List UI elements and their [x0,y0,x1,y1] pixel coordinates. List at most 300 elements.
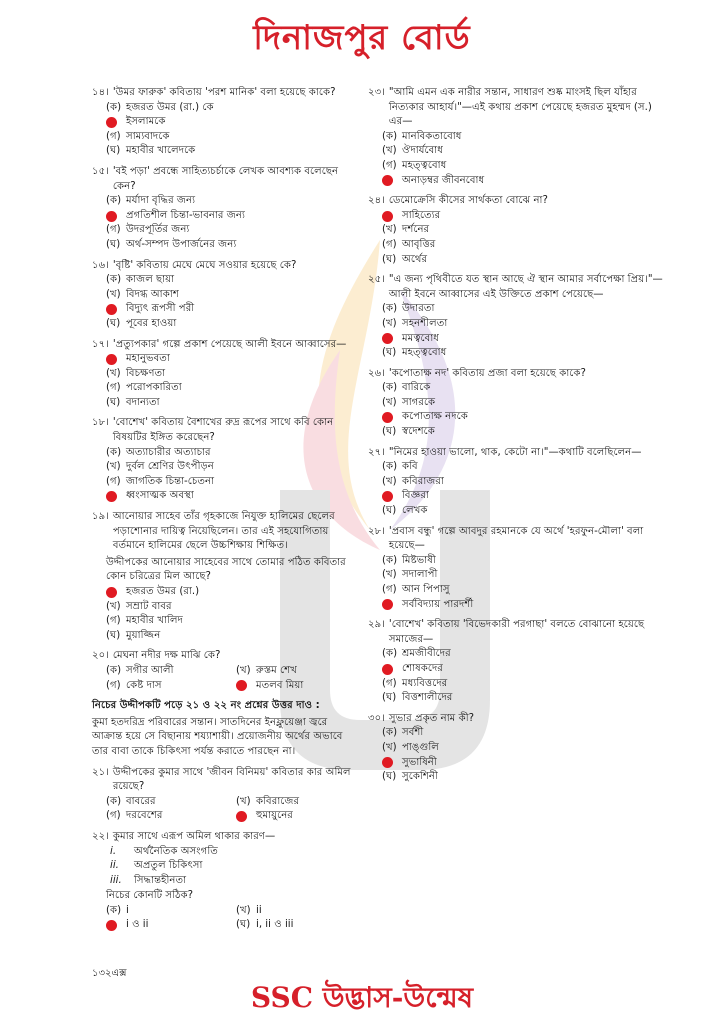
question-text: ডেমোক্রেসি কীসের সার্থকতা বোঝে না? [388,195,548,207]
answer-option[interactable] [382,144,664,159]
answer-option[interactable] [382,568,664,583]
roman-statements [110,845,360,889]
option-label: (ঘ) [106,238,121,250]
answer-option[interactable] [382,554,664,569]
option-text: অনাড়ম্বর জীবনবোধ [402,174,485,186]
option-text: কেষ্ট দাস [126,679,162,691]
answer-option[interactable] [382,598,664,613]
answer-option[interactable] [382,475,664,490]
answer-option[interactable] [382,425,664,440]
question-item [92,766,360,824]
answer-option[interactable] [382,460,664,475]
option-text: মহাবীর খালিদ [126,615,183,627]
option-text: মমত্ববোধ [402,332,439,344]
option-text: বিদ্যুৎ রূপসী পরী [126,303,195,315]
answer-option[interactable] [382,647,664,662]
option-label: (খ) [382,145,397,157]
question-item [92,165,360,253]
option-text: প্রগতিশীল চিন্তা-ভাবনার জন্য [126,209,245,221]
question-subtext: উদ্দীপকের আনোয়ার সাহেবের সাথে তোমার পঠিত কবিতার কোন চরিত্রের মিল আছে? [106,556,346,583]
option-label: (খ) [106,461,121,473]
selected-answer-dot [382,757,393,768]
option-text: সম্রাট বাবর [126,600,172,612]
option-text: মর্যাদা বৃদ্ধির জন্য [126,195,196,207]
question-text: 'কপোতাক্ষ নদ' কবিতায় প্রজা বলা হয়েছে কাকে? [388,367,586,379]
option-text: লেখক [402,505,428,517]
question-text: কুমার সাথে এরূপ অমিল থাকার কারণ— [112,830,276,842]
option-label: (ক) [106,664,122,676]
option-label: (ঘ) [106,145,121,157]
option-text: ধ্বংসাত্মক অবস্থা [126,490,194,502]
question-number: ২৯। [368,619,385,631]
answer-option[interactable] [382,677,664,692]
options-list [382,726,664,784]
option-text: দর্শনের [402,224,430,236]
option-text: দরবেশের [126,810,163,822]
answer-option[interactable] [106,238,360,253]
selected-answer-dot [106,920,117,931]
option-text: সাম্যবাদকে [126,130,170,142]
question-text: মেঘনা নদীর দক্ষ মাঝি কে? [112,650,221,662]
answer-option[interactable] [106,396,360,411]
answer-option[interactable] [382,159,664,174]
question-ask: নিচের কোনটি সঠিক? [106,890,194,902]
option-label: (খ) [236,664,251,676]
option-label: (ক) [106,904,122,916]
option-label: (ঘ) [382,426,397,438]
option-text: সুকেশিনী [402,771,438,783]
answer-option[interactable] [382,504,664,519]
option-text: কবি [402,461,418,473]
selected-answer-dot [106,491,117,502]
question-stem [368,194,664,209]
answer-option[interactable] [382,770,664,785]
options-list [106,585,360,643]
option-label: (ক) [382,461,398,473]
option-text: শোষকদের [402,662,443,674]
selected-answer-dot [382,491,393,502]
answer-option[interactable] [106,679,230,694]
option-label: (খ) [106,367,121,379]
option-label: (গ) [382,584,397,595]
question-number: ১৭। [92,338,109,350]
selected-answer-dot [106,117,117,128]
option-text: বিত্তশালীদের [402,692,453,704]
answer-option[interactable] [106,381,360,396]
option-label: (গ) [382,159,397,171]
question-number: ৩০। [368,712,385,724]
answer-option[interactable] [106,475,360,490]
question-number: ২২। [92,830,109,842]
question-item [368,525,664,613]
question-item [92,830,360,933]
option-label: (গ) [106,382,121,394]
option-label: (খ) [236,795,251,807]
option-label: (ঘ) [382,347,397,359]
option-label: (ক) [382,382,398,394]
selected-answer-dot [106,304,117,315]
answer-option[interactable] [382,332,664,347]
option-text: বাবরের [126,795,156,807]
selected-answer-dot [382,175,393,186]
question-text: "এ জন্য পৃথিবীতে যত স্থান আছে ঐ স্থান আমার সর্বাপেক্ষা প্রিয়।"—আলী ইবনে আব্বাসের এই উক্তিতে প্রকাশ পেয়েছে— [388,274,663,300]
option-text: মহানুভবতা [126,353,170,365]
option-text: মুয়াজ্জিন [126,629,161,641]
option-text: i, ii ও iii [256,919,294,931]
option-label: (ক) [382,727,398,739]
answer-option[interactable] [382,726,664,741]
option-text: হুমায়ুনের [256,810,293,822]
question-item [368,618,664,706]
option-text: উদারতা [402,303,435,315]
question-number: ১৪। [92,87,109,98]
roman-statement [110,874,360,889]
question-number: ২০। [92,650,109,662]
question-stem [92,338,360,353]
option-text: মহত্ত্ববোধ [402,159,447,171]
question-item [368,712,664,785]
answer-option[interactable] [382,209,664,224]
passage-text: কুমা হতদরিদ্র পরিবারের সন্তান। সাতদিনের ইনফ্লুয়েঞ্জা জ্বরে আক্রান্ত হয়ে সে বিছানায় শয্যাশায়ী। প্রয়োজনীয় অর্থের অভাবে তার বাবা তাকে চিকিৎসা পর্যন্ত করাতে পারছেন না। [92,716,343,757]
answer-option[interactable] [382,346,664,361]
passage-instruction: নিচের উদ্দীপকটি পড়ে ২১ ও ২২ নং প্রশ্নের উত্তর দাও : [92,700,320,712]
answer-option[interactable] [236,904,360,919]
question-number: ২৮। [368,525,385,537]
answer-option[interactable] [382,756,664,771]
answer-option[interactable] [382,489,664,504]
answer-option[interactable] [382,130,664,145]
question-stem [368,273,664,302]
options-list [106,795,360,824]
option-label: (ঘ) [382,771,397,783]
option-label: (ঘ) [382,505,397,517]
question-item [92,86,360,159]
option-label: (খ) [236,904,251,916]
roman-numeral: i. [110,845,117,857]
option-text: স্বদেশকে [402,426,435,438]
answer-option[interactable] [106,489,360,504]
answer-option[interactable] [382,253,664,268]
question-stem [368,86,664,130]
option-label: (খ) [382,741,397,753]
option-text: সুভাষিনী [402,756,437,768]
options-list [382,381,664,439]
roman-text: সিদ্ধান্তহীনতা [134,874,187,886]
question-number: ২৭। [368,446,385,458]
option-text: বিজ্ঞরা [402,490,429,502]
answer-option[interactable] [106,288,360,303]
option-label: (গ) [382,677,397,689]
question-stem [92,766,360,795]
roman-text: অর্থনৈতিক অসংগতি [134,845,218,857]
question-text: "আমি এমন এক নারীর সন্তান, সাধারণ শুষ্ক মাংসই ছিল যাঁহার নিত্যকার আহার্য।"—এই কথায় প্রকাশ পেয়েছে হজরত মুহম্মদ (স.) এর— [388,87,652,128]
answer-option[interactable] [106,460,360,475]
options-list [382,302,664,360]
option-text: কাজল ছায়া [126,274,175,286]
question-number: ১৮। [92,417,109,429]
question-text: 'প্রত্যুপকার' গল্পে প্রকাশ পেয়েছে আলী ইবনে আব্বাসের— [112,338,347,350]
answer-option[interactable] [106,273,360,288]
option-text: i ও ii [126,919,149,931]
answer-option[interactable] [382,223,664,238]
option-text: মহত্ত্ববোধ [402,347,447,359]
answer-option[interactable] [236,795,360,810]
question-text: উদ্দীপকের কুমার সাথে 'জীবন বিনিময়' কবিতার কার অমিল রয়েছে? [112,766,351,793]
roman-statement [110,845,360,860]
question-item [92,510,360,643]
answer-option[interactable] [106,302,360,317]
answer-option[interactable] [106,809,230,824]
question-item [368,367,664,440]
answer-option[interactable] [382,381,664,396]
answer-option[interactable] [382,691,664,706]
question-stem [368,446,664,461]
selected-answer-dot [236,680,247,691]
question-number: ১৫। [92,165,109,177]
question-stem [368,618,664,647]
question-stem [368,525,664,554]
option-label: (খ) [382,224,397,236]
selected-answer-dot [106,211,117,222]
answer-option[interactable] [382,238,664,253]
question-number: ১৬। [92,259,109,271]
option-label: (ঘ) [106,396,121,408]
option-text: মহাবীর খালেদকে [126,145,196,157]
option-text: দুর্বল শ্রেণির উৎপীড়ন [126,461,214,473]
left-column [92,86,360,939]
question-item [92,649,360,693]
question-item [92,416,360,504]
option-text: সগীর আলী [126,664,174,676]
answer-option[interactable] [106,367,360,382]
question-text: 'বই পড়া' প্রবন্ধে সাহিত্যচর্চাকে লেখক আবশ্যক বলেছেন কেন? [112,165,339,192]
question-stem [368,367,664,382]
option-label: (গ) [106,224,121,236]
answer-option[interactable] [106,585,360,600]
option-text: বিচক্ষণতা [126,367,166,379]
answer-option[interactable] [106,101,360,116]
roman-numeral: iii. [110,874,122,886]
question-text: 'উমর ফারুক' কবিতায় 'পরশ মানিক' বলা হয়েছে কাকে? [112,87,336,98]
answer-option[interactable] [106,446,360,461]
question-number: ২৬। [368,367,385,379]
option-text: সহনশীলতা [402,317,448,329]
answer-option[interactable] [236,809,360,824]
board-title: দিনাজপুর বোর্ড [253,18,471,58]
answer-option[interactable] [106,629,360,644]
answer-option[interactable] [382,317,664,332]
question-item [92,338,360,411]
answer-option[interactable] [382,174,664,189]
options-list [106,446,360,504]
question-stem [368,712,664,727]
answer-option[interactable] [106,918,230,933]
option-text: ii [256,904,262,916]
option-label: (ক) [382,303,398,315]
question-number: ১৯। [92,511,109,523]
option-label: (খ) [382,317,397,329]
option-text: হজরত উমর (রা.) কে [126,101,214,113]
options-list [382,554,664,612]
answer-option[interactable] [106,795,230,810]
option-label: (খ) [382,569,397,581]
option-text: পূবের হাওয়া [126,317,177,329]
option-label: (গ) [106,475,121,487]
selected-answer-dot [106,354,117,365]
answer-option[interactable] [106,130,360,145]
question-item [368,446,664,519]
question-number: ২৪। [368,195,385,207]
answer-option[interactable] [106,317,360,332]
right-column [368,86,664,791]
options-list [106,664,360,693]
footer-brand: SSC উদ্ভাস-উন্মেষ [250,981,474,1014]
option-label: (ক) [106,101,122,113]
selected-answer-dot [382,211,393,222]
option-text: বিদগ্ধ আকাশ [126,288,179,300]
question-stem [92,830,360,845]
option-text: সর্ববিদ্যায় পারদর্শী [402,598,474,610]
selected-answer-dot [382,412,393,423]
option-label: (গ) [106,679,121,691]
answer-option[interactable] [106,194,360,209]
question-stem [92,165,360,194]
options-list [382,647,664,705]
roman-statement [110,859,360,874]
question-stem [92,259,360,274]
option-label: (ক) [382,130,398,142]
selected-answer-dot [106,587,117,598]
question-item [368,86,664,188]
option-text: সর্বশী [402,727,424,739]
option-text: মতলব মিয়া [256,679,304,691]
question-stem [92,510,360,554]
answer-option[interactable] [106,600,360,615]
option-label: (গ) [106,130,121,142]
option-text: কবিরাজরা [402,475,444,487]
answer-option[interactable] [106,209,360,224]
options-list [106,904,360,933]
answer-option[interactable] [382,741,664,756]
option-label: (ক) [382,554,398,566]
answer-option[interactable] [382,583,664,598]
question-text: 'বৃষ্টি' কবিতায় মেঘে মেঘে সওয়ার হয়েছে কে? [112,259,297,271]
option-label: (খ) [382,475,397,487]
option-label: (ক) [106,195,122,207]
question-text: সুভার প্রকৃত নাম কী? [388,712,475,724]
option-text: সাহিত্যের [402,209,441,221]
question-text: 'প্রবাস বন্ধু' গল্পে আবদুর রহমানকে যে অর্থে 'হরফুন-মৌলা' বলা হয়েছে— [388,525,644,552]
options-list [106,273,360,331]
option-text: শ্রমজীবীদের [402,648,451,660]
answer-option[interactable] [106,352,360,367]
roman-text: অপ্রতুল চিকিৎসা [134,860,203,872]
selected-answer-dot [382,333,393,344]
option-text: জাগতিক চিন্তা-চেতনা [126,475,215,487]
option-label: (গ) [382,238,397,250]
option-text: আবৃত্তির [402,238,436,250]
question-text: আনোয়ার সাহেব তাঁর গৃহকাজে নিযুক্ত হালিমের ছেলের পড়াশোনার দায়িত্ব নিয়েছিলেন। তার এই সহযোগিতায় বর্তমানে হালিমের ছেলে উচ্চশিক্ষায় শিক্ষিত। [112,511,335,552]
option-label: (গ) [106,810,121,822]
option-label: (ঘ) [236,919,251,931]
options-list [106,194,360,252]
answer-option[interactable] [382,662,664,677]
question-text: 'বোশেখ' কবিতায় বৈশাখের রুদ্র রূপের সাথে কবি কোন বিষয়টির ইঙ্গিত করেছেন? [112,417,334,444]
option-text: অর্থের [402,253,428,265]
selected-answer-dot [382,599,393,610]
option-text: কপোতাক্ষ নদকে [402,411,468,423]
option-text: সাগরকে [402,396,436,408]
option-label: (ক) [106,795,122,807]
option-text: i [126,904,129,916]
option-text: ইসলামকে [126,116,166,128]
selected-answer-dot [382,664,393,675]
option-label: (ঘ) [106,317,121,329]
answer-option[interactable] [106,144,360,159]
question-number: ২৩। [368,87,385,98]
answer-option[interactable] [382,396,664,411]
answer-option[interactable] [106,115,360,130]
option-text: উদরপূর্তির জন্য [126,224,190,236]
question-number: ২১। [92,766,109,778]
answer-option[interactable] [236,918,360,933]
options-list [382,209,664,267]
option-label: (ঘ) [382,253,397,265]
option-text: মিষ্টভাষী [402,554,436,566]
options-list [382,130,664,188]
question-item [368,194,664,267]
question-stem [92,86,360,101]
answer-option[interactable] [236,679,360,694]
option-label: (ক) [106,274,122,286]
option-text: কবিরাজের [256,795,300,807]
question-stem [92,649,360,664]
question-text: 'বোশেখ' কবিতায় 'বিভেদকারী পরগাছা' বলতে বোঝানো হয়েছে সমাজের— [388,619,645,645]
options-list [106,101,360,159]
option-text: সদালাপী [402,569,438,581]
question-item [92,259,360,332]
options-list [106,352,360,410]
answer-option[interactable] [106,904,230,919]
option-text: বারিকে [402,382,431,394]
option-text: বদান্যতা [126,396,160,408]
option-text: পরোপকারিতা [126,382,182,394]
option-text: অত্যাচারীর অত্যাচার [126,446,211,458]
answer-option[interactable] [382,302,664,317]
option-label: (গ) [106,615,121,627]
option-text: মধ্যবিত্তদের [402,677,448,689]
answer-option[interactable] [236,664,360,679]
option-text: ঔদার্যবোধ [402,145,443,157]
option-text: রুস্তম শেখ [256,664,297,676]
option-label: (খ) [382,396,397,408]
page-number: ১৩২এক্স [92,968,127,979]
selected-answer-dot [236,811,247,822]
question-stem [92,416,360,445]
roman-numeral: ii. [110,860,119,872]
option-label: (খ) [106,600,121,612]
option-label: (ক) [382,648,398,660]
answer-option[interactable] [106,664,230,679]
option-label: (ঘ) [382,692,397,704]
question-item [368,273,664,361]
question-text: "নিমের হাওয়া ভালো, থাক, কেটো না।"—কথাটি বলেছিলেন— [388,446,642,458]
option-text: আন পিপাসু [402,584,450,595]
answer-option[interactable] [106,223,360,238]
answer-option[interactable] [106,614,360,629]
question-number: ২৫। [368,274,385,286]
answer-option[interactable] [382,410,664,425]
